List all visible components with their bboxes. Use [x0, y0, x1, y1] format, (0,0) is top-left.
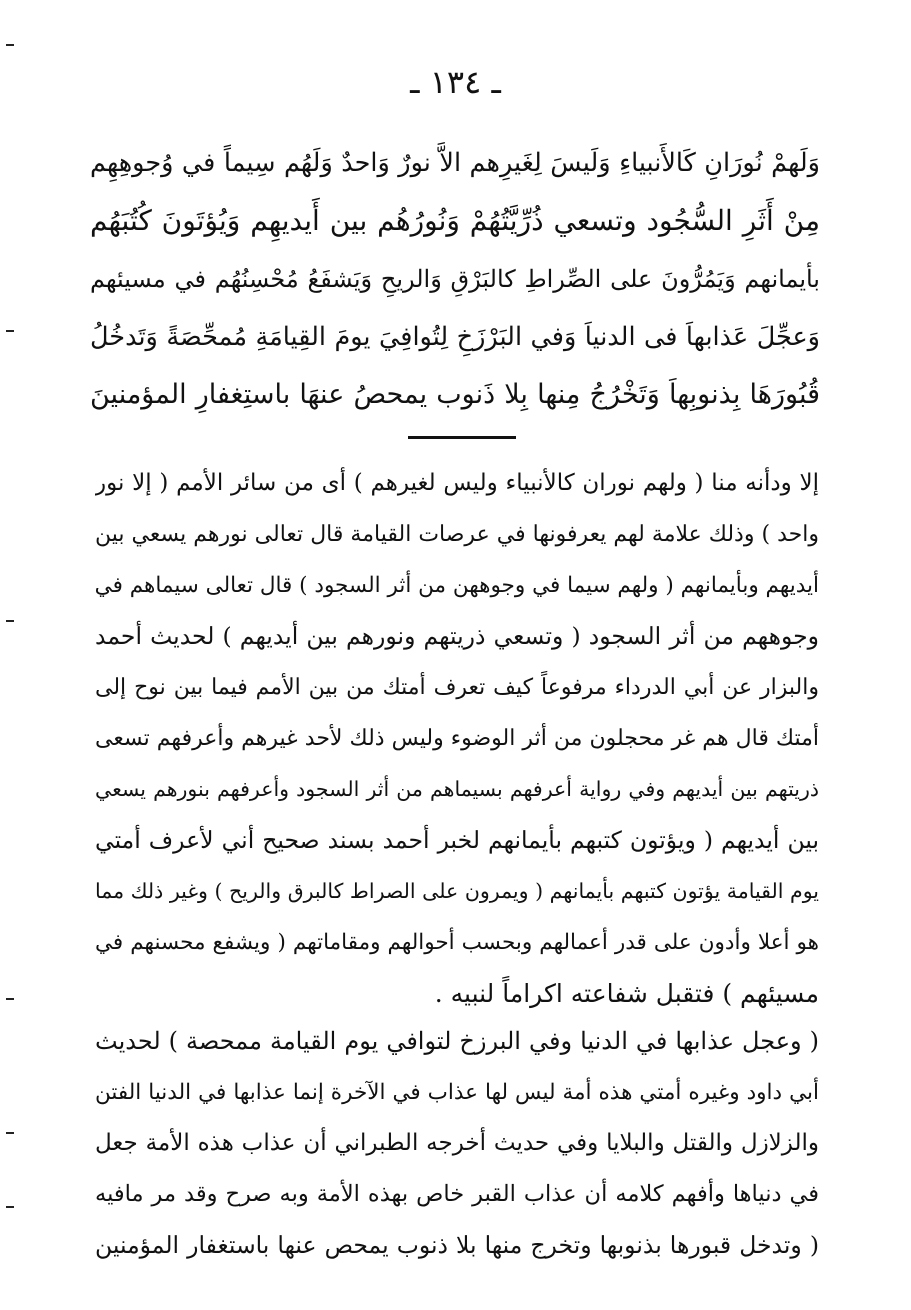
margin-mark	[6, 620, 14, 622]
commentary-line: والبزار عن أبي الدرداء مرفوعاً كيف تعرف أمتك من بين الأمم فيما بين نوح إلى	[95, 675, 819, 700]
commentary-paragraph	[95, 458, 819, 1019]
commentary-line: ذريتهم بين أيديهم وفي رواية أعرفهم بسيماهم من أثر السجود وأعرفهم بنورهم يسعي	[95, 777, 819, 801]
margin-mark	[6, 1132, 14, 1134]
commentary-line: ( وتدخل قبورها بذنوبها وتخرج منها بلا ذنوب يمحص عنها باستغفار المؤمنين	[95, 1231, 819, 1259]
verse-line: وَعجِّلَ عَذابهاَ فى الدنياَ وَفي البَرْزَخِ لِتُوافِيَ يومَ القِيامَةِ مُمحِّصَةً وَتَدخُلُ	[90, 322, 820, 352]
commentary-line: مسيئهم ) فتقبل شفاعته اكراماً لنبيه .	[434, 979, 819, 1008]
commentary-line: بين أيديهم ( ويؤتون كتبهم بأيمانهم لخبر أحمد بسند صحيح أني لأعرف أمتي	[95, 826, 819, 854]
commentary-line: إلا ودأنه منا ( ولهم نوران كالأنبياء وليس لغيرهم ) أى من سائر الأمم ( إلا نور	[95, 470, 819, 496]
verse-line: قُبُورَهَا بِذنوبِهاَ وَتَخْرُجُ مِنها بِلا ذَنوب يمحصُ عنهَا باستِغفارِ المؤمنينَ	[90, 379, 820, 410]
commentary-line: أبي داود وغيره أمتي هذه أمة ليس لها عذاب في الآخرة إنما عذابها في الدنيا الفتن	[95, 1080, 819, 1105]
commentary-line: والزلازل والقتل والبلايا وفي حديث أخرجه الطبراني أن عذاب هذه الأمة جعل	[95, 1130, 819, 1156]
commentary-line: واحد ) وذلك علامة لهم يعرفونها في عرصات القيامة قال تعالى نورهم يسعي بين	[95, 522, 819, 547]
commentary-line: هو أعلا وأدون على قدر أعمالهم وبحسب أحوالهم ومقاماتهم ( ويشفع محسنهم في	[95, 930, 819, 955]
margin-mark	[6, 998, 14, 1000]
commentary-line: في دنياها وأفهم كلامه أن عذاب القبر خاص بهذه الأمة وبه صرح وقد مر مافيه	[95, 1181, 819, 1207]
page-number: ـ ١٣٤ ـ	[410, 63, 501, 101]
commentary-line: يوم القيامة يؤتون كتبهم بأيمانهم ( ويمرون على الصراط كالبرق والريح ) وغير ذلك مما	[95, 879, 819, 903]
margin-mark	[6, 330, 14, 332]
margin-mark	[6, 1206, 14, 1208]
verse-text	[90, 134, 820, 424]
commentary-paragraph	[95, 1016, 819, 1271]
commentary-line: أيديهم وبأيمانهم ( ولهم سيما في وجوههن من أثر السجود ) قال تعالى سيماهم في	[95, 573, 819, 598]
verse-line: مِنْ أَثَرِ السُّجُود وتسعي ذُرِّيَّتُهُمْ وَنُورُهُم بين أَيديهِم وَيُؤتَونَ كُتُبَهُم	[90, 204, 820, 237]
margin-mark	[6, 44, 14, 46]
commentary-line: وجوههم من أثر السجود ( وتسعي ذريتهم ونورهم بين أيديهم ) لحديث أحمد	[95, 622, 819, 650]
commentary-line: ( وعجل عذابها في الدنيا وفي البرزخ لتوافي يوم القيامة ممحصة ) لحديث	[95, 1027, 819, 1055]
commentary-line: أمتك قال هم غر محجلون من أثر الوضوء وليس ذلك لأحد غيرهم وأعرفهم تسعى	[95, 726, 819, 751]
verse-line: وَلَهمْ نُورَانِ كَالأَنبياءِ وَلَيسَ لِغَيرِهم الاَّ نورٌ وَاحدٌ وَلَهُم سِيماً في وُجوهِهِم	[90, 148, 820, 178]
section-separator	[408, 436, 516, 439]
verse-line: بأيمانهم وَيَمُرُّونَ على الصِّراطِ كالبَرْقِ وَالريحِ وَيَشفَعُ مُحْسِنُهُم في مسيئهم	[90, 265, 820, 293]
